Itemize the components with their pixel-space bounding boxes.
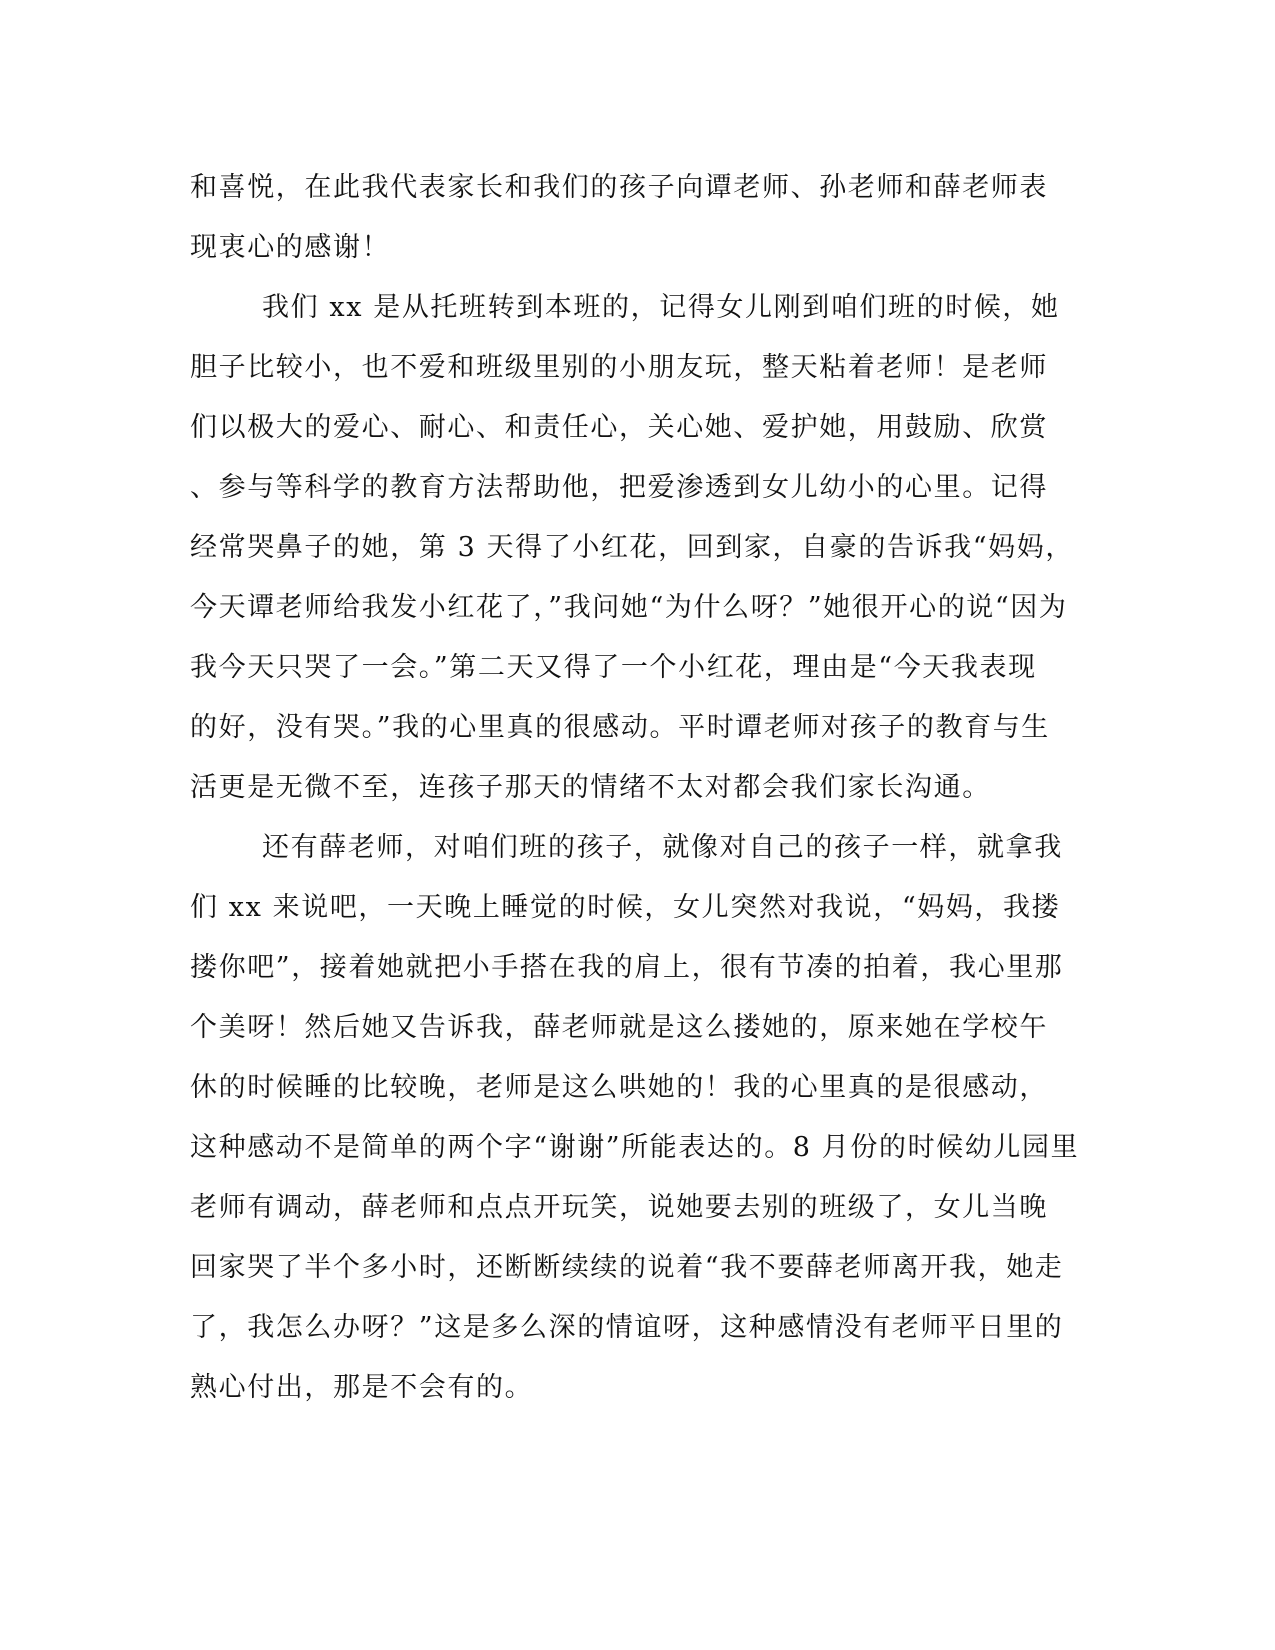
text-line: 胆子比较小，也不爱和班级里别的小朋友玩，整天粘着老师！是老师 — [190, 352, 1048, 383]
text-line: 搂你吧”，接着她就把小手搭在我的肩上，很有节凑的拍着，我心里那 — [190, 952, 1064, 983]
text-line: 我今天只哭了一会。”第二天又得了一个小红花，理由是“今天我表现 — [190, 652, 1037, 683]
text-line: 个美呀！然后她又告诉我，薛老师就是这么搂她的，原来她在学校午 — [190, 1012, 1048, 1043]
text-line: 的好，没有哭。”我的心里真的很感动。平时谭老师对孩子的教育与生 — [190, 712, 1050, 743]
text-line: 熟心付出，那是不会有的。 — [190, 1372, 534, 1403]
text-line: 老师有调动，薛老师和点点开玩笑，说她要去别的班级了，女儿当晚 — [190, 1192, 1048, 1223]
text-line: 现衷心的感谢！ — [190, 232, 391, 263]
text-line: 活更是无微不至，连孩子那天的情绪不太对都会我们家长沟通。 — [190, 772, 991, 803]
text-line: 今天谭老师给我发小红花了，”我问她“为什么呀？”她很开心的说“因为 — [190, 592, 1068, 623]
text-line: 、参与等科学的教育方法帮助他，把爱渗透到女儿幼小的心里。记得 — [190, 472, 1048, 503]
paragraph-start-line: 我们 xx 是从托班转到本班的，记得女儿刚到咱们班的时候，她 — [262, 292, 1060, 323]
paragraph-start-line: 还有薛老师，对咱们班的孩子，就像对自己的孩子一样，就拿我 — [262, 832, 1063, 863]
text-line: 们以极大的爱心、耐心、和责任心，关心她、爱护她，用鼓励、欣赏 — [190, 412, 1048, 443]
text-line: 休的时候睡的比较晚，老师是这么哄她的！我的心里真的是很感动， — [190, 1072, 1048, 1103]
text-line: 经常哭鼻子的她，第 3 天得了小红花，回到家，自豪的告诉我“妈妈， — [190, 532, 1074, 563]
text-line: 了，我怎么办呀？”这是多么深的情谊呀，这种感情没有老师平日里的 — [190, 1312, 1064, 1343]
text-line: 回家哭了半个多小时，还断断续续的说着“我不要薛老师离开我，她走 — [190, 1252, 1064, 1283]
text-line: 这种感动不是简单的两个字“谢谢”所能表达的。8 月份的时候幼儿园里 — [190, 1132, 1080, 1163]
body-text — [190, 158, 1095, 1418]
text-line: 们 xx 来说吧，一天晚上睡觉的时候，女儿突然对我说，“妈妈，我搂 — [190, 892, 1061, 923]
text-line: 和喜悦，在此我代表家长和我们的孩子向谭老师、孙老师和薛老师表 — [190, 172, 1048, 203]
